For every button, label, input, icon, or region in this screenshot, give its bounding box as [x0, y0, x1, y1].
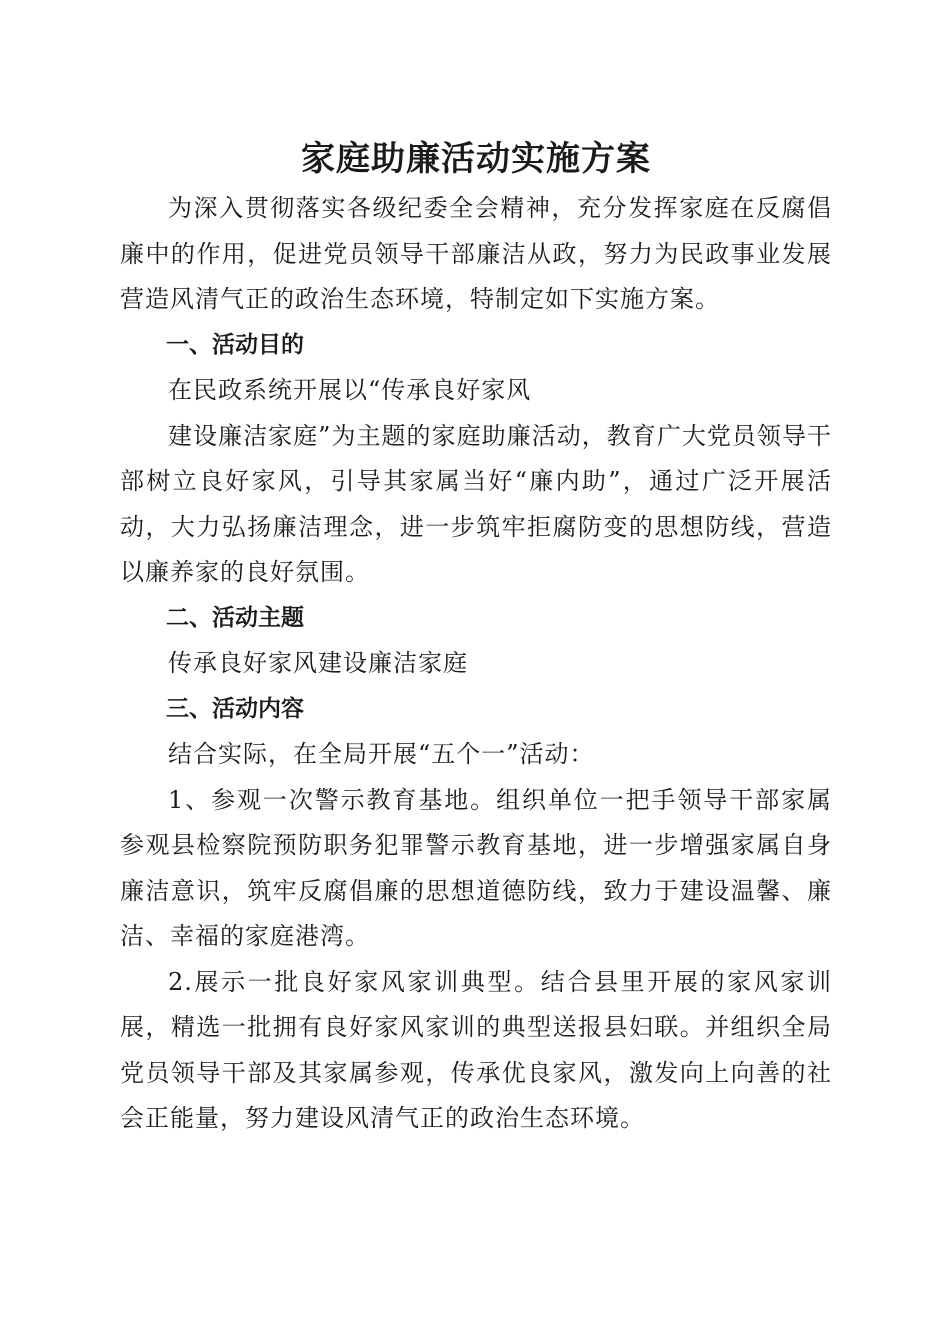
- content-item-1: 1、参观一次警示教育基地。组织单位一把手领导干部家属参观县检察院预防职务犯罪警示教育基地，进一步增强家属自身廉洁意识，筑牢反腐倡廉的思想道德防线，致力于建设温馨、廉洁、幸福的家庭港湾。: [120, 785, 832, 950]
- theme-paragraph: 传承良好家风建设廉洁家庭: [168, 649, 468, 677]
- intro-paragraph: 为深入贯彻落实各级纪委全会精神，充分发挥家庭在反腐倡廉中的作用，促进党员领导干部廉洁从政，努力为民政事业发展营造风清气正的政治生态环境，特制定如下实施方案。: [120, 194, 832, 313]
- document-page: [120, 132, 832, 1142]
- section-heading-theme: 二、活动主题: [166, 604, 304, 631]
- content-intro-paragraph: 结合实际，在全局开展“五个一”活动：: [168, 740, 595, 768]
- section-heading-purpose: 一、活动目的: [166, 331, 304, 358]
- purpose-paragraph: 建设廉洁家庭”为主题的家庭助廉活动，教育广大党员领导干部树立良好家风，引导其家属当好“廉内助”，通过广泛开展活动，大力弘扬廉洁理念，进一步筑牢拒腐防变的思想防线，营造以廉养家的良好氛围。: [120, 421, 832, 586]
- document-title: 家庭助廉活动实施方案: [301, 139, 651, 179]
- section-heading-content: 三、活动内容: [166, 695, 304, 722]
- content-item-2: 2.展示一批良好家风家训典型。结合县里开展的家风家训展，精选一批拥有良好家风家训的典型送报县妇联。并组织全局党员领导干部及其家属参观，传承优良家风，激发向上向善的社会正能量，努力建设风清气正的政治生态环境。: [120, 967, 832, 1132]
- purpose-line-1: 在民政系统开展以“传承良好家风: [168, 376, 532, 404]
